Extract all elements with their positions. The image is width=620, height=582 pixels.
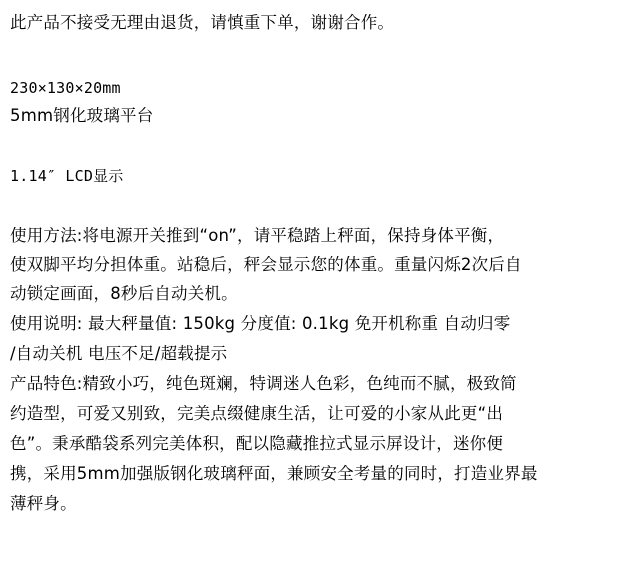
usage-method-line: 动锁定画面，8秒后自动关机。 (10, 284, 238, 303)
usage-notes-line: 使用说明: 最大秤量值: 150kg 分度值: 0.1kg 免开机称重 自动归零 (10, 314, 511, 333)
spec-size: 230×130×20mm (10, 79, 121, 97)
features-line: 产品特色:精致小巧，纯色斑斓，特调迷人色彩，色纯而不腻，极致简 (10, 374, 517, 393)
features-line: 色”。秉承酷袋系列完美体积，配以隐藏推拉式显示屏设计，迷你便 (10, 434, 504, 453)
features-line: 携，采用5mm加强版钢化玻璃秤面，兼顾安全考量的同时，打造业界最 (10, 464, 538, 483)
usage-method-line: 使用方法:将电源开关推到“on”，请平稳踏上秤面，保持身体平衡， (10, 226, 505, 245)
spec-platform: 5mm钢化玻璃平台 (10, 106, 154, 125)
usage-method-line: 使双脚平均分担体重。站稳后，秤会显示您的体重。重量闪烁2次后自 (10, 255, 522, 274)
usage-notes-line: /自动关机 电压不足/超载提示 (10, 344, 228, 363)
features-line: 约造型，可爱又别致，完美点缀健康生活，让可爱的小家从此更“出 (10, 404, 504, 423)
return-policy-notice: 此产品不接受无理由退货，请慎重下单，谢谢合作。 (10, 13, 395, 32)
features-line: 薄秤身。 (10, 494, 77, 513)
spec-display: 1.14″ LCD显示 (10, 167, 124, 185)
